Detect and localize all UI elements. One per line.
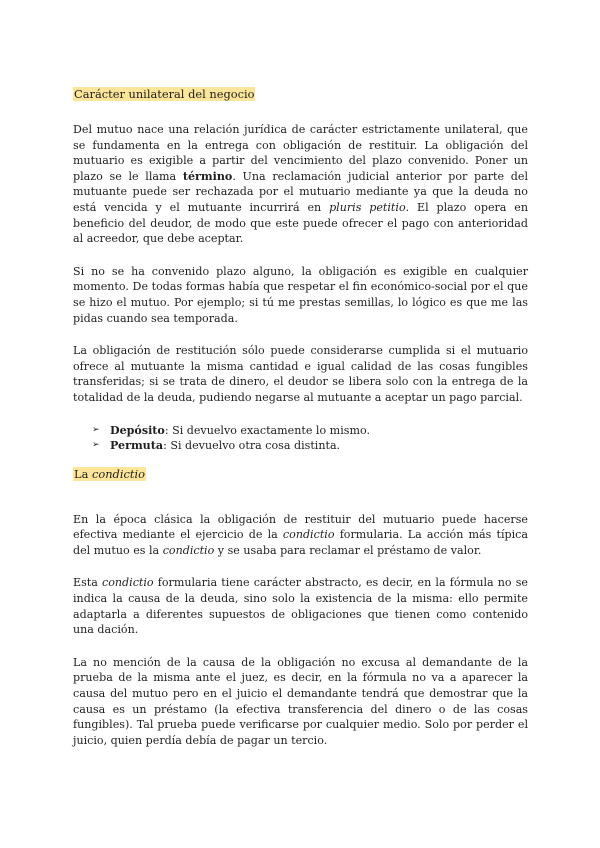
bullet-list [73,423,528,454]
heading-highlight: La condictio [74,466,145,481]
bold-term: término [182,169,233,183]
section-heading-unilateral [73,86,528,102]
heading-highlight: Carácter unilateral del negocio [74,87,255,101]
list-item: ➢ Permuta: Si devuelvo otra cosa distinta. [92,439,341,453]
italic-term: pluris petitio [329,200,406,214]
arrow-bullet-icon: ➢ [92,424,100,435]
paragraph-restitucion: La obligación de restitución sólo puede considerarse cumplida si el mutuario ofrece al mutuante la misma cantidad e igual calidad de las cosas fungibles transferidas; si se trata de dinero, el deudor se libera solo con la entrega de la totalidad de la deuda, pudiendo negarse al mutuante a aceptar un pago parcial. [73,344,528,404]
list-item: ➢ Depósito: Si devuelvo exactamente lo mismo. [92,423,370,437]
paragraph-mutuo-unilateral: Del mutuo nace una relación jurídica de carácter estrictamente unilateral, que se fundamenta en la entrega con obligación de restituir. La obligación del mutuario es exigible a partir del vencimiento del plazo convenido. Poner un plazo se le llama término. Una reclamación judicial anterior por parte del mutuante puede ser rechazada por el mutuario mediante ya que la deuda no está vencida y el mutuante incurrirá en pluris petitio. El plazo opera en beneficio del deudor, de modo que este puede ofrecer el pago con anterioridad al acreedor, que debe aceptar. [73,123,528,246]
paragraph-epoca-clasica: En la época clásica la obligación de restituir del mutuario puede hacerse efectiva mediante el ejercicio de la condictio formularia. La acción más típica del mutuo es la condictio y se usaba para reclamar el préstamo de valor. [73,512,528,557]
paragraph-condictio-abstracta: Esta condictio formularia tiene carácter abstracto, es decir, en la fórmula no se indica la causa de la deuda, sino solo la existencia de la misma: ello permite adaptarla a diferentes supuestos de obligaciones que tienen como contenido una dación. [73,576,529,637]
arrow-bullet-icon: ➢ [92,440,100,451]
section-heading-condictio [73,466,528,482]
document-page [73,86,528,748]
paragraph-prueba-causa: La no mención de la causa de la obligación no excusa al demandante de la prueba de la misma ante el juez, es decir, en la fórmula no va a aparecer la causa del mutuo pero en el juicio el demandante tendrá que demostrar que la causa es un préstamo (la efectiva transferencia del dinero o de las cosas fungibles). Tal prueba puede verificarse por cualquier medio. Solo por perder el juicio, quien perdía debía de pagar un tercio. [73,655,528,747]
paragraph-sin-plazo: Si no se ha convenido plazo alguno, la obligación es exigible en cualquier momento. De todas formas había que respetar el fin económico-social por el que se hizo el mutuo. Por ejemplo; si tú me prestas semillas, lo lógico es que me las pidas cuando sea temporada. [73,264,528,325]
